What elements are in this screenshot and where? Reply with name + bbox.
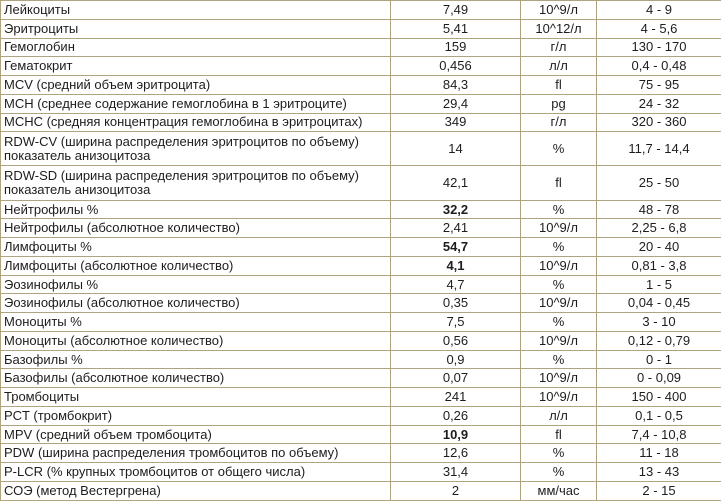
table-row xyxy=(1,388,721,407)
table-row xyxy=(1,200,721,219)
range-cell: 3 - 10 xyxy=(597,313,721,332)
test-name-cell: Базофилы (абсолютное количество) xyxy=(1,369,391,388)
test-name-cell: RDW-CV (ширина распределения эритроцитов по объему) показатель анизоцитоза xyxy=(1,132,391,166)
test-name-cell: Лимфоциты (абсолютное количество) xyxy=(1,256,391,275)
test-name-cell: Гемоглобин xyxy=(1,38,391,57)
range-cell: 20 - 40 xyxy=(597,238,721,257)
out-of-range-value: 10,9 xyxy=(442,426,469,442)
test-name-cell: MCV (средний объем эритроцита) xyxy=(1,76,391,95)
test-name-cell: MCHC (средняя концентрация гемоглобина в эритроцитах) xyxy=(1,113,391,132)
unit-cell: 10^9/л xyxy=(521,219,597,238)
value-cell: 14 xyxy=(391,132,521,166)
table-row xyxy=(1,275,721,294)
table-row xyxy=(1,219,721,238)
value-cell: 4,7 xyxy=(391,275,521,294)
table-row xyxy=(1,406,721,425)
range-cell: 130 - 170 xyxy=(597,38,721,57)
range-cell: 2,25 - 6,8 xyxy=(597,219,721,238)
unit-cell: fl xyxy=(521,166,597,200)
unit-cell: л/л xyxy=(521,406,597,425)
unit-cell: pg xyxy=(521,94,597,113)
test-name-cell: Лимфоциты % xyxy=(1,238,391,257)
table-row xyxy=(1,113,721,132)
range-cell: 48 - 78 xyxy=(597,200,721,219)
range-cell: 150 - 400 xyxy=(597,388,721,407)
test-name-cell: MPV (средний объем тромбоцита) xyxy=(1,425,391,444)
table-row xyxy=(1,256,721,275)
range-cell: 0,81 - 3,8 xyxy=(597,256,721,275)
unit-cell: fl xyxy=(521,425,597,444)
test-name-cell: RDW-SD (ширина распределения эритроцитов по объему) показатель анизоцитоза xyxy=(1,166,391,200)
range-cell: 2 - 15 xyxy=(597,481,721,500)
unit-cell: % xyxy=(521,132,597,166)
unit-cell: 10^9/л xyxy=(521,369,597,388)
test-name-cell: Тромбоциты xyxy=(1,388,391,407)
value-cell: 7,5 xyxy=(391,313,521,332)
range-cell: 0,1 - 0,5 xyxy=(597,406,721,425)
test-name-cell: Эритроциты xyxy=(1,19,391,38)
test-name-cell: СОЭ (метод Вестергрена) xyxy=(1,481,391,500)
unit-cell: % xyxy=(521,275,597,294)
test-name-cell: Моноциты % xyxy=(1,313,391,332)
value-cell xyxy=(391,425,521,444)
unit-cell: 10^12/л xyxy=(521,19,597,38)
table-row xyxy=(1,1,721,20)
unit-cell: л/л xyxy=(521,57,597,76)
value-cell: 241 xyxy=(391,388,521,407)
test-name-cell: P-LCR (% крупных тромбоцитов от общего числа) xyxy=(1,463,391,482)
value-cell: 31,4 xyxy=(391,463,521,482)
value-cell: 159 xyxy=(391,38,521,57)
value-cell: 7,49 xyxy=(391,1,521,20)
range-cell: 4 - 9 xyxy=(597,1,721,20)
out-of-range-value: 54,7 xyxy=(442,239,469,255)
table-row xyxy=(1,19,721,38)
unit-cell: % xyxy=(521,463,597,482)
range-cell: 0,04 - 0,45 xyxy=(597,294,721,313)
table-row xyxy=(1,76,721,95)
value-cell: 0,56 xyxy=(391,331,521,350)
table-row xyxy=(1,331,721,350)
test-name-cell: Гематокрит xyxy=(1,57,391,76)
out-of-range-value: 4,1 xyxy=(446,257,465,273)
range-cell: 25 - 50 xyxy=(597,166,721,200)
range-cell: 11 - 18 xyxy=(597,444,721,463)
table-row xyxy=(1,57,721,76)
range-cell: 1 - 5 xyxy=(597,275,721,294)
value-cell: 349 xyxy=(391,113,521,132)
test-name-cell: MCH (среднее содержание гемоглобина в 1 эритроците) xyxy=(1,94,391,113)
test-name-cell: Эозинофилы % xyxy=(1,275,391,294)
test-name-cell: Моноциты (абсолютное количество) xyxy=(1,331,391,350)
range-cell: 24 - 32 xyxy=(597,94,721,113)
value-cell xyxy=(391,200,521,219)
unit-cell: мм/час xyxy=(521,481,597,500)
table-row xyxy=(1,166,721,200)
unit-cell: 10^9/л xyxy=(521,331,597,350)
unit-cell: г/л xyxy=(521,38,597,57)
value-cell: 42,1 xyxy=(391,166,521,200)
unit-cell: 10^9/л xyxy=(521,294,597,313)
range-cell: 13 - 43 xyxy=(597,463,721,482)
range-cell: 11,7 - 14,4 xyxy=(597,132,721,166)
range-cell: 75 - 95 xyxy=(597,76,721,95)
test-name-cell: Лейкоциты xyxy=(1,1,391,20)
table-row xyxy=(1,444,721,463)
out-of-range-value: 32,2 xyxy=(442,201,469,217)
value-cell: 5,41 xyxy=(391,19,521,38)
value-cell: 0,9 xyxy=(391,350,521,369)
value-cell: 0,35 xyxy=(391,294,521,313)
test-name-cell: PDW (ширина распределения тромбоцитов по объему) xyxy=(1,444,391,463)
unit-cell: 10^9/л xyxy=(521,1,597,20)
value-cell: 0,07 xyxy=(391,369,521,388)
table-row xyxy=(1,425,721,444)
range-cell: 7,4 - 10,8 xyxy=(597,425,721,444)
unit-cell: г/л xyxy=(521,113,597,132)
test-name-cell: Нейтрофилы % xyxy=(1,200,391,219)
unit-cell: % xyxy=(521,238,597,257)
table-row xyxy=(1,238,721,257)
test-name-cell: Эозинофилы (абсолютное количество) xyxy=(1,294,391,313)
value-cell: 29,4 xyxy=(391,94,521,113)
value-cell: 0,456 xyxy=(391,57,521,76)
unit-cell: fl xyxy=(521,76,597,95)
value-cell: 84,3 xyxy=(391,76,521,95)
lab-results-body xyxy=(1,1,721,501)
range-cell: 0,12 - 0,79 xyxy=(597,331,721,350)
range-cell: 0 - 1 xyxy=(597,350,721,369)
value-cell xyxy=(391,256,521,275)
range-cell: 0 - 0,09 xyxy=(597,369,721,388)
test-name-cell: PCT (тромбокрит) xyxy=(1,406,391,425)
value-cell xyxy=(391,238,521,257)
unit-cell: % xyxy=(521,200,597,219)
value-cell: 12,6 xyxy=(391,444,521,463)
unit-cell: % xyxy=(521,313,597,332)
table-row xyxy=(1,294,721,313)
value-cell: 2,41 xyxy=(391,219,521,238)
table-row xyxy=(1,38,721,57)
table-row xyxy=(1,313,721,332)
table-row xyxy=(1,94,721,113)
value-cell: 0,26 xyxy=(391,406,521,425)
range-cell: 4 - 5,6 xyxy=(597,19,721,38)
test-name-cell: Базофилы % xyxy=(1,350,391,369)
value-cell: 2 xyxy=(391,481,521,500)
range-cell: 0,4 - 0,48 xyxy=(597,57,721,76)
table-row xyxy=(1,369,721,388)
unit-cell: 10^9/л xyxy=(521,388,597,407)
table-row xyxy=(1,463,721,482)
table-row xyxy=(1,132,721,166)
unit-cell: % xyxy=(521,350,597,369)
range-cell: 320 - 360 xyxy=(597,113,721,132)
table-row xyxy=(1,481,721,500)
test-name-cell: Нейтрофилы (абсолютное количество) xyxy=(1,219,391,238)
unit-cell: % xyxy=(521,444,597,463)
table-row xyxy=(1,350,721,369)
unit-cell: 10^9/л xyxy=(521,256,597,275)
